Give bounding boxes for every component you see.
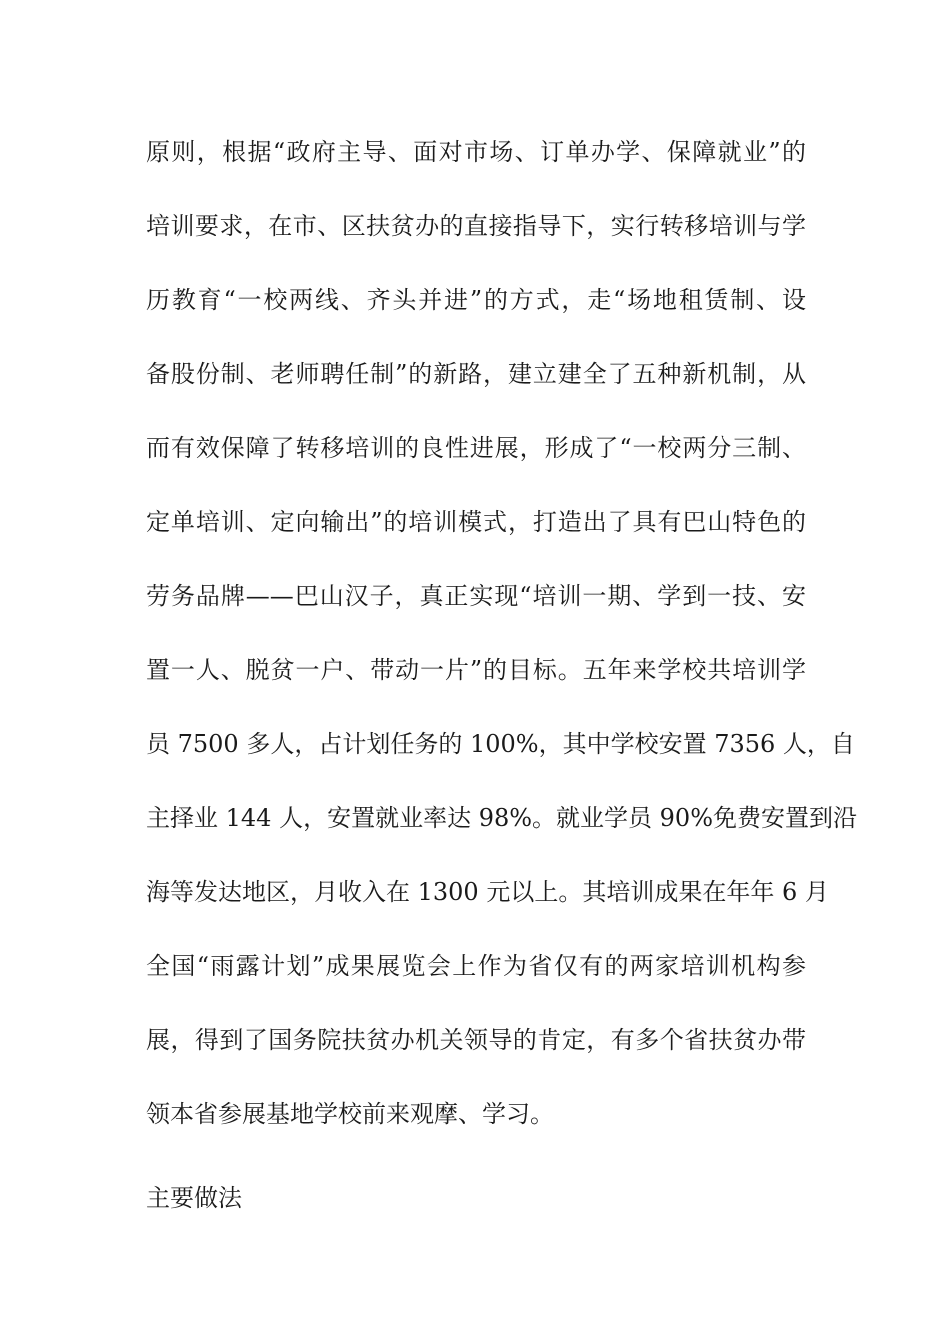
- paragraph-line-4: 备股份制、老师聘任制”的新路，建立建全了五种新机制，从: [146, 360, 806, 388]
- paragraph-line-3: 历教育“一校两线、齐头并进”的方式，走“场地租赁制、设: [146, 286, 806, 314]
- paragraph-line-1: 原则，根据“政府主导、面对市场、订单办学、保障就业”的: [146, 138, 806, 166]
- paragraph-line-8: 置一人、脱贫一户、带动一片”的目标。五年来学校共培训学: [146, 656, 806, 684]
- paragraph-line-11: 海等发达地区，月收入在 1300 元以上。其培训成果在年年 6 月: [146, 878, 829, 906]
- paragraph-line-12: 全国“雨露计划”成果展览会上作为省仅有的两家培训机构参: [146, 952, 806, 980]
- paragraph-line-5: 而有效保障了转移培训的良性进展，形成了“一校两分三制、: [146, 434, 806, 462]
- paragraph-line-6: 定单培训、定向输出”的培训模式，打造出了具有巴山特色的: [146, 508, 806, 536]
- paragraph-line-2: 培训要求，在市、区扶贫办的直接指导下，实行转移培训与学: [146, 212, 806, 240]
- section-heading: 主要做法: [146, 1184, 242, 1212]
- paragraph-line-14: 领本省参展基地学校前来观摩、学习。: [146, 1100, 554, 1128]
- paragraph-line-10: 主择业 144 人，安置就业率达 98%。就业学员 90%免费安置到沿: [146, 804, 858, 832]
- paragraph-line-9: 员 7500 多人，占计划任务的 100%，其中学校安置 7356 人，自: [146, 730, 855, 758]
- paragraph-line-7: 劳务品牌——巴山汉子，真正实现“培训一期、学到一技、安: [146, 582, 806, 610]
- body-paragraph: [146, 128, 858, 1164]
- paragraph-line-13: 展，得到了国务院扶贫办机关领导的肯定，有多个省扶贫办带: [146, 1026, 806, 1054]
